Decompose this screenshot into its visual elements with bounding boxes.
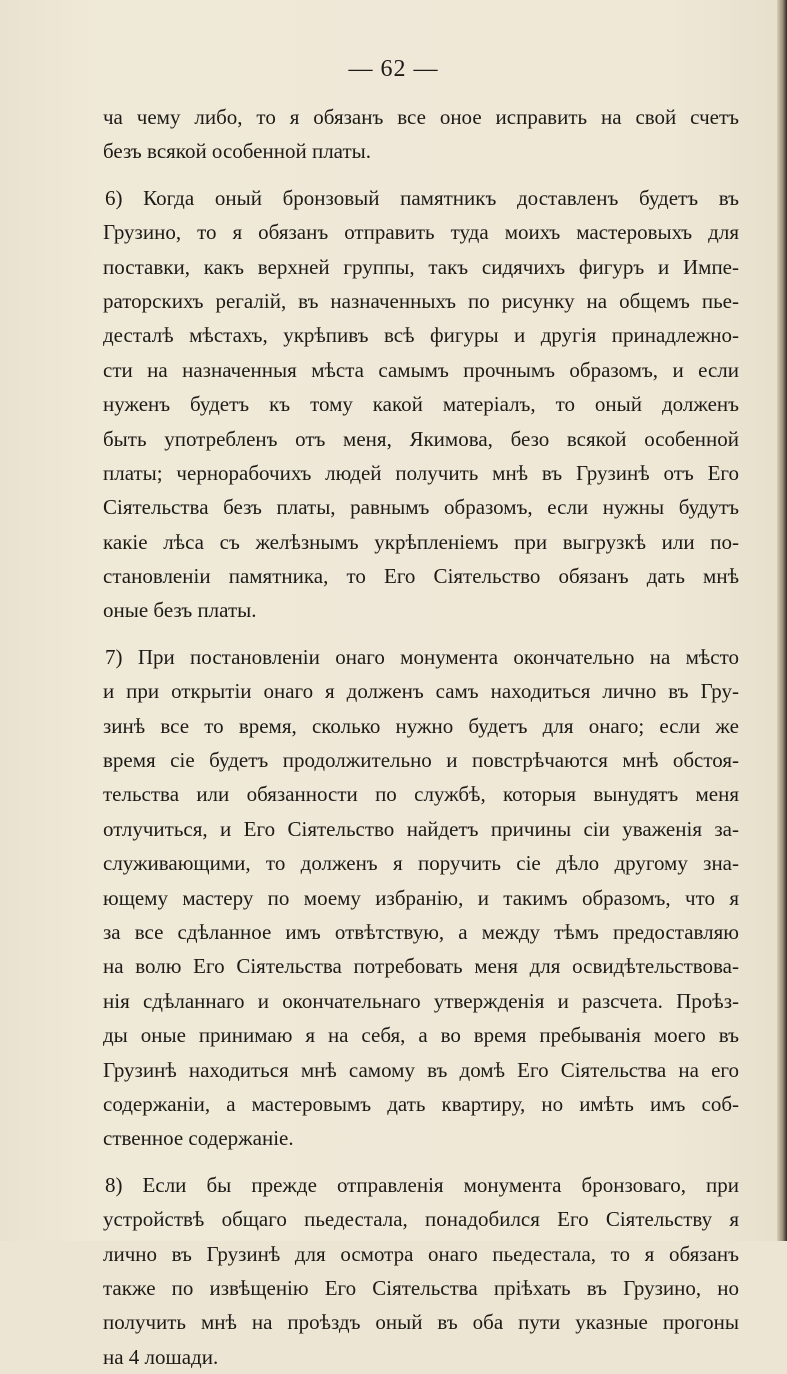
paragraph-gap <box>103 169 739 181</box>
text-line: поставки, какъ верхней группы, такъ сидячихъ фигуръ и Импе- <box>103 254 739 279</box>
text-line: тельства или обязанности по службѣ, которыя вынудятъ меня <box>103 782 739 807</box>
text-line: десталѣ мѣстахъ, укрѣпивъ всѣ фигуры и другія принадлежно- <box>103 323 739 348</box>
text-line: оные безъ платы. <box>103 598 257 623</box>
text-line: устройствѣ общаго пьедестала, понадобился Его Сіятельству я <box>103 1207 739 1232</box>
text-line: 6) Когда оный бронзовый памятникъ доставленъ будетъ въ <box>105 185 739 210</box>
body-text <box>103 100 739 1374</box>
text-line: какіе лѣса съ желѣзнымъ укрѣпленіемъ при выгрузкѣ или по- <box>103 529 739 554</box>
text-line: содержаніи, а мастеровымъ дать квартиру, но имѣть имъ соб- <box>103 1091 739 1116</box>
text-line: служивающими, то долженъ я поручить сіе дѣло другому зна- <box>103 851 739 876</box>
text-line: сти на назначенныя мѣста самымъ прочнымъ образомъ, и если <box>103 357 739 382</box>
text-line: раторскихъ регалій, въ назначенныхъ по рисунку на общемъ пье- <box>103 288 739 313</box>
text-line: также по извѣщенію Его Сіятельства пріѣхать въ Грузино, но <box>103 1275 739 1300</box>
text-line: нуженъ будетъ къ тому какой матеріалъ, то оный долженъ <box>103 392 739 417</box>
paragraph-gap <box>103 1156 739 1168</box>
text-line: получить мнѣ на проѣздъ оный въ оба пути указные прогоны <box>103 1310 739 1335</box>
page-edge-shadow <box>777 0 787 1241</box>
text-line: на волю Его Сіятельства потребовать меня для освидѣтельствова- <box>103 954 739 979</box>
text-line: за все сдѣланное имъ отвѣтствую, а между тѣмъ предоставляю <box>103 919 739 944</box>
text-line: ственное содержаніе. <box>103 1126 294 1151</box>
text-line: ды оные принимаю я на себя, а во время пребыванія моего въ <box>103 1023 739 1048</box>
text-line: быть употребленъ отъ меня, Якимова, безо всякой особенной <box>103 426 739 451</box>
text-line: Сіятельства безъ платы, равнымъ образомъ, если нужны будутъ <box>103 495 739 520</box>
text-line: платы; чернорабочихъ людей получить мнѣ въ Грузинѣ отъ Его <box>103 460 739 485</box>
paragraph-gap <box>103 628 739 640</box>
text-line: Грузино, то я обязанъ отправить туда моихъ мастеровыхъ для <box>103 220 739 245</box>
text-line: 8) Если бы прежде отправленія монумента бронзоваго, при <box>105 1172 739 1197</box>
text-line: время сіе будетъ продолжительно и повстрѣчаются мнѣ обстоя- <box>103 748 739 773</box>
text-line: и при открытіи онаго я долженъ самъ находиться лично въ Гру- <box>103 679 739 704</box>
page-number: — 62 — <box>348 56 439 82</box>
text-line: на 4 лошади. <box>103 1344 219 1369</box>
text-line: безъ всякой особенной платы. <box>103 139 371 164</box>
text-line: лично въ Грузинѣ для осмотра онаго пьедестала, то я обязанъ <box>103 1241 739 1266</box>
text-line: ющему мастеру по моему избранію, и такимъ образомъ, что я <box>103 885 739 910</box>
text-line: становленіи памятника, то Его Сіятельство обязанъ дать мнѣ <box>103 564 739 589</box>
text-line: нія сдѣланнаго и окончательнаго утвержденія и разсчета. Проѣз- <box>103 988 739 1013</box>
text-line: Грузинѣ находиться мнѣ самому въ домѣ Его Сіятельства на его <box>103 1057 739 1082</box>
text-line: отлучиться, и Его Сіятельство найдетъ причины сіи уваженія за- <box>103 816 739 841</box>
text-line: зинѣ все то время, сколько нужно будетъ для онаго; если же <box>103 713 739 738</box>
text-line: ча чему либо, то я обязанъ все оное исправить на свой счетъ <box>103 105 739 129</box>
text-line: 7) При постановленіи онаго монумента окончательно на мѣсто <box>105 644 739 669</box>
